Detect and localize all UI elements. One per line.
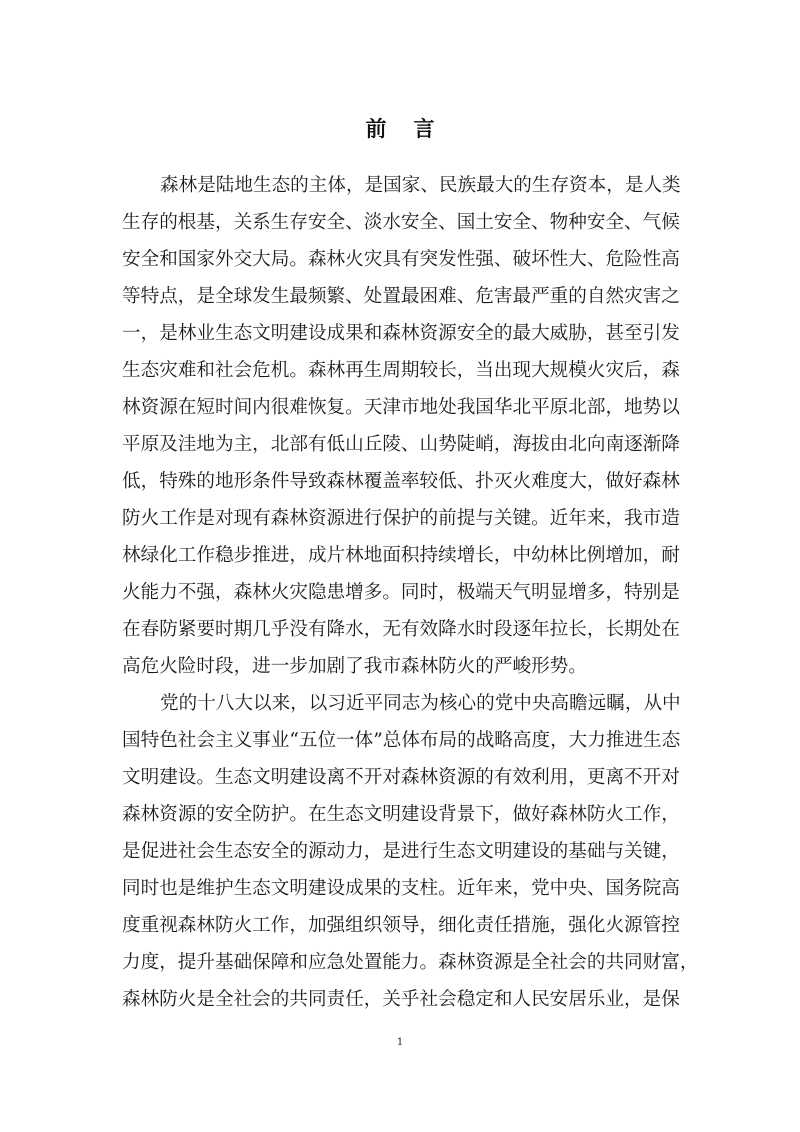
text-line: 森林是陆地生态的主体，是国家、民族最大的生存资本，是人类: [160, 175, 681, 196]
page-title: [0, 114, 800, 144]
text-line: 力度，提升基础保障和应急处置能力。森林资源是全社会的共同财富，: [122, 952, 699, 973]
text-line: 国特色社会主义事业“五位一体”总体布局的战略高度，大力推进生态: [122, 730, 681, 751]
text-line: 低，特殊的地形条件导致森林覆盖率较低、扑灭火难度大，做好森林: [122, 471, 680, 492]
text-line: 是促进社会生态安全的源动力，是进行生态文明建设的基础与关键，: [122, 841, 680, 862]
text-line: 安全和国家外交大局。森林火灾具有突发性强、破坏性大、危险性高: [122, 249, 680, 270]
text-line: 同时也是维护生态文明建设成果的支柱。近年来，党中央、国务院高: [122, 878, 680, 899]
text-line: 度重视森林防火工作，加强组织领导，细化责任措施，强化火源管控: [122, 915, 680, 936]
text-line: 森林防火是全社会的共同责任，关乎社会稳定和人民安居乐业，是保: [122, 989, 680, 1010]
text-line: 生存的根基，关系生存安全、淡水安全、国土安全、物种安全、气候: [122, 212, 680, 233]
paragraph-2: [122, 685, 699, 1018]
text-line: 生态灾难和社会危机。森林再生周期较长，当出现大规模火灾后，森: [122, 360, 680, 381]
text-line: 林资源在短时间内很难恢复。天津市地处我国华北平原北部，地势以: [122, 397, 680, 418]
title-char-2: 言: [413, 117, 435, 141]
text-line: 在春防紧要时期几乎没有降水，无有效降水时段逐年拉长，长期处在: [122, 619, 680, 640]
page-number: 1: [396, 1037, 404, 1048]
text-line: 等特点，是全球发生最频繁、处置最困难、危害最严重的自然灾害之: [122, 286, 680, 307]
text-line: 防火工作是对现有森林资源进行保护的前提与关键。近年来，我市造: [122, 508, 680, 529]
text-line: 文明建设。生态文明建设离不开对森林资源的有效利用，更离不开对: [122, 767, 680, 788]
text-line: 平原及洼地为主，北部有低山丘陵、山势陡峭，海拔由北向南逐渐降: [122, 434, 680, 455]
text-line: 党的十八大以来，以习近平同志为核心的党中央高瞻远瞩，从中: [160, 693, 681, 714]
text-line: 林绿化工作稳步推进，成片林地面积持续增长，中幼林比例增加，耐: [122, 545, 680, 566]
text-line: 一，是林业生态文明建设成果和森林资源安全的最大威胁，甚至引发: [122, 323, 680, 344]
paragraph-1: [122, 167, 679, 685]
title-char-1: 前: [365, 117, 387, 141]
text-line: 高危火险时段，进一步加剧了我市森林防火的严峻形势。: [122, 656, 587, 677]
text-line: 森林资源的安全防护。在生态文明建设背景下，做好森林防火工作，: [122, 804, 680, 825]
body-text: [122, 167, 699, 1018]
text-line: 火能力不强，森林火灾隐患增多。同时，极端天气明显增多，特别是: [122, 582, 680, 603]
